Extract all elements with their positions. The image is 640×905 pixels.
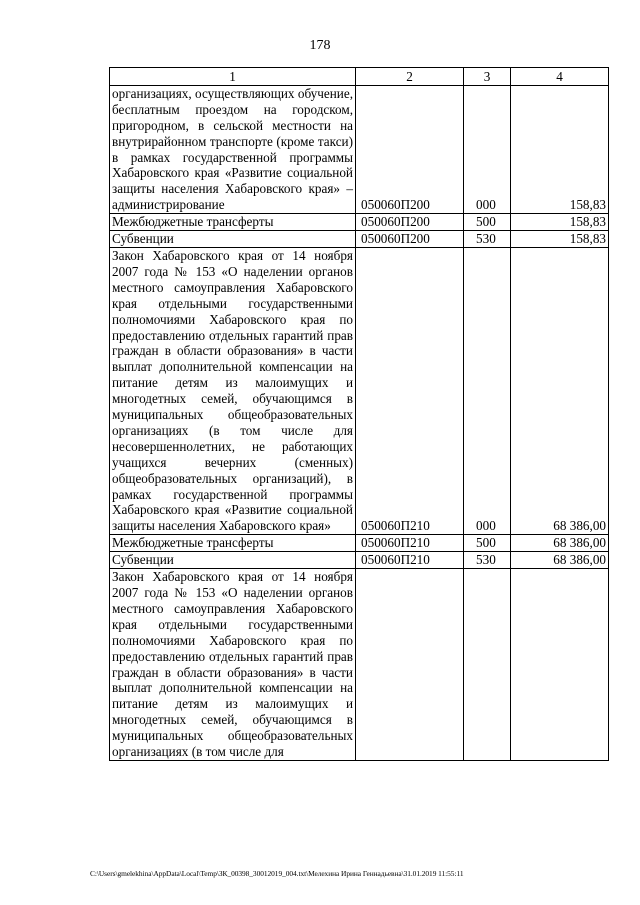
target-article-code: 050060П200 xyxy=(356,214,464,231)
row-description: организациях, осуществляющих обучение, бесплатным проездом на городском, пригородном, в сельской местности на внутрирайонном транспорте (кроме такси) в рамках государственной программы Хабаровского края «Развитие социальной защиты населения Хабаровского края» – администрирование xyxy=(110,85,356,213)
target-article-code: 050060П210 xyxy=(356,552,464,569)
column-header: 1 xyxy=(110,68,356,86)
target-article-code: 050060П210 xyxy=(356,535,464,552)
table-row xyxy=(110,85,609,213)
row-description: Закон Хабаровского края от 14 ноября 2007 года № 153 «О наделении органов местного самоуправления Хабаровского края отдельными государственными полномочиями Хабаровского края по предоставлению отдельных гарантий прав граждан в области образования» в части выплат дополнительной компенсации на питание детям из малоимущих и многодетных семей, обучающимся в муниципальных общеобразовательных организациях (в том числе для xyxy=(110,569,356,761)
expense-type-code xyxy=(464,569,511,761)
expense-type-code: 000 xyxy=(464,85,511,213)
amount: 158,83 xyxy=(511,85,609,213)
table-row xyxy=(110,214,609,231)
amount: 158,83 xyxy=(511,214,609,231)
column-header: 2 xyxy=(356,68,464,86)
expense-type-code: 500 xyxy=(464,535,511,552)
target-article-code: 050060П200 xyxy=(356,231,464,248)
expense-type-code: 000 xyxy=(464,247,511,534)
table-row xyxy=(110,552,609,569)
column-header: 3 xyxy=(464,68,511,86)
table-row xyxy=(110,535,609,552)
amount: 68 386,00 xyxy=(511,552,609,569)
amount: 68 386,00 xyxy=(511,535,609,552)
document-footer-path: C:\Users\gmelekhina\AppData\Local\Temp\ЗК_00398_30012019_004.txt\Мелехина Ирина Геннадьевна\31.01.2019 11:55:11 xyxy=(90,869,464,878)
row-description: Субвенции xyxy=(110,552,356,569)
expense-type-code: 530 xyxy=(464,552,511,569)
row-description: Субвенции xyxy=(110,231,356,248)
amount: 158,83 xyxy=(511,231,609,248)
column-header: 4 xyxy=(511,68,609,86)
table-row xyxy=(110,247,609,534)
amount: 68 386,00 xyxy=(511,247,609,534)
row-description: Закон Хабаровского края от 14 ноября 2007 года № 153 «О наделении органов местного самоуправления Хабаровского края отдельными государственными полномочиями Хабаровского края по предоставлению отдельных гарантий прав граждан в области образования» в части выплат дополнительной компенсации на питание детям из малоимущих и многодетных семей, обучающимся в муниципальных общеобразовательных организациях (в том числе для несовершеннолетних, не работающих учащихся вечерних (сменных) общеобразовательных организаций), в рамках государственной программы Хабаровского края «Развитие социальной защиты населения Хабаровского края» xyxy=(110,247,356,534)
row-description: Межбюджетные трансферты xyxy=(110,535,356,552)
budget-table xyxy=(109,67,609,761)
row-description: Межбюджетные трансферты xyxy=(110,214,356,231)
table-header-row xyxy=(110,68,609,86)
page-number: 178 xyxy=(309,38,331,53)
target-article-code: 050060П210 xyxy=(356,247,464,534)
expense-type-code: 530 xyxy=(464,231,511,248)
table-row xyxy=(110,569,609,761)
amount xyxy=(511,569,609,761)
target-article-code xyxy=(356,569,464,761)
table-row xyxy=(110,231,609,248)
expense-type-code: 500 xyxy=(464,214,511,231)
target-article-code: 050060П200 xyxy=(356,85,464,213)
